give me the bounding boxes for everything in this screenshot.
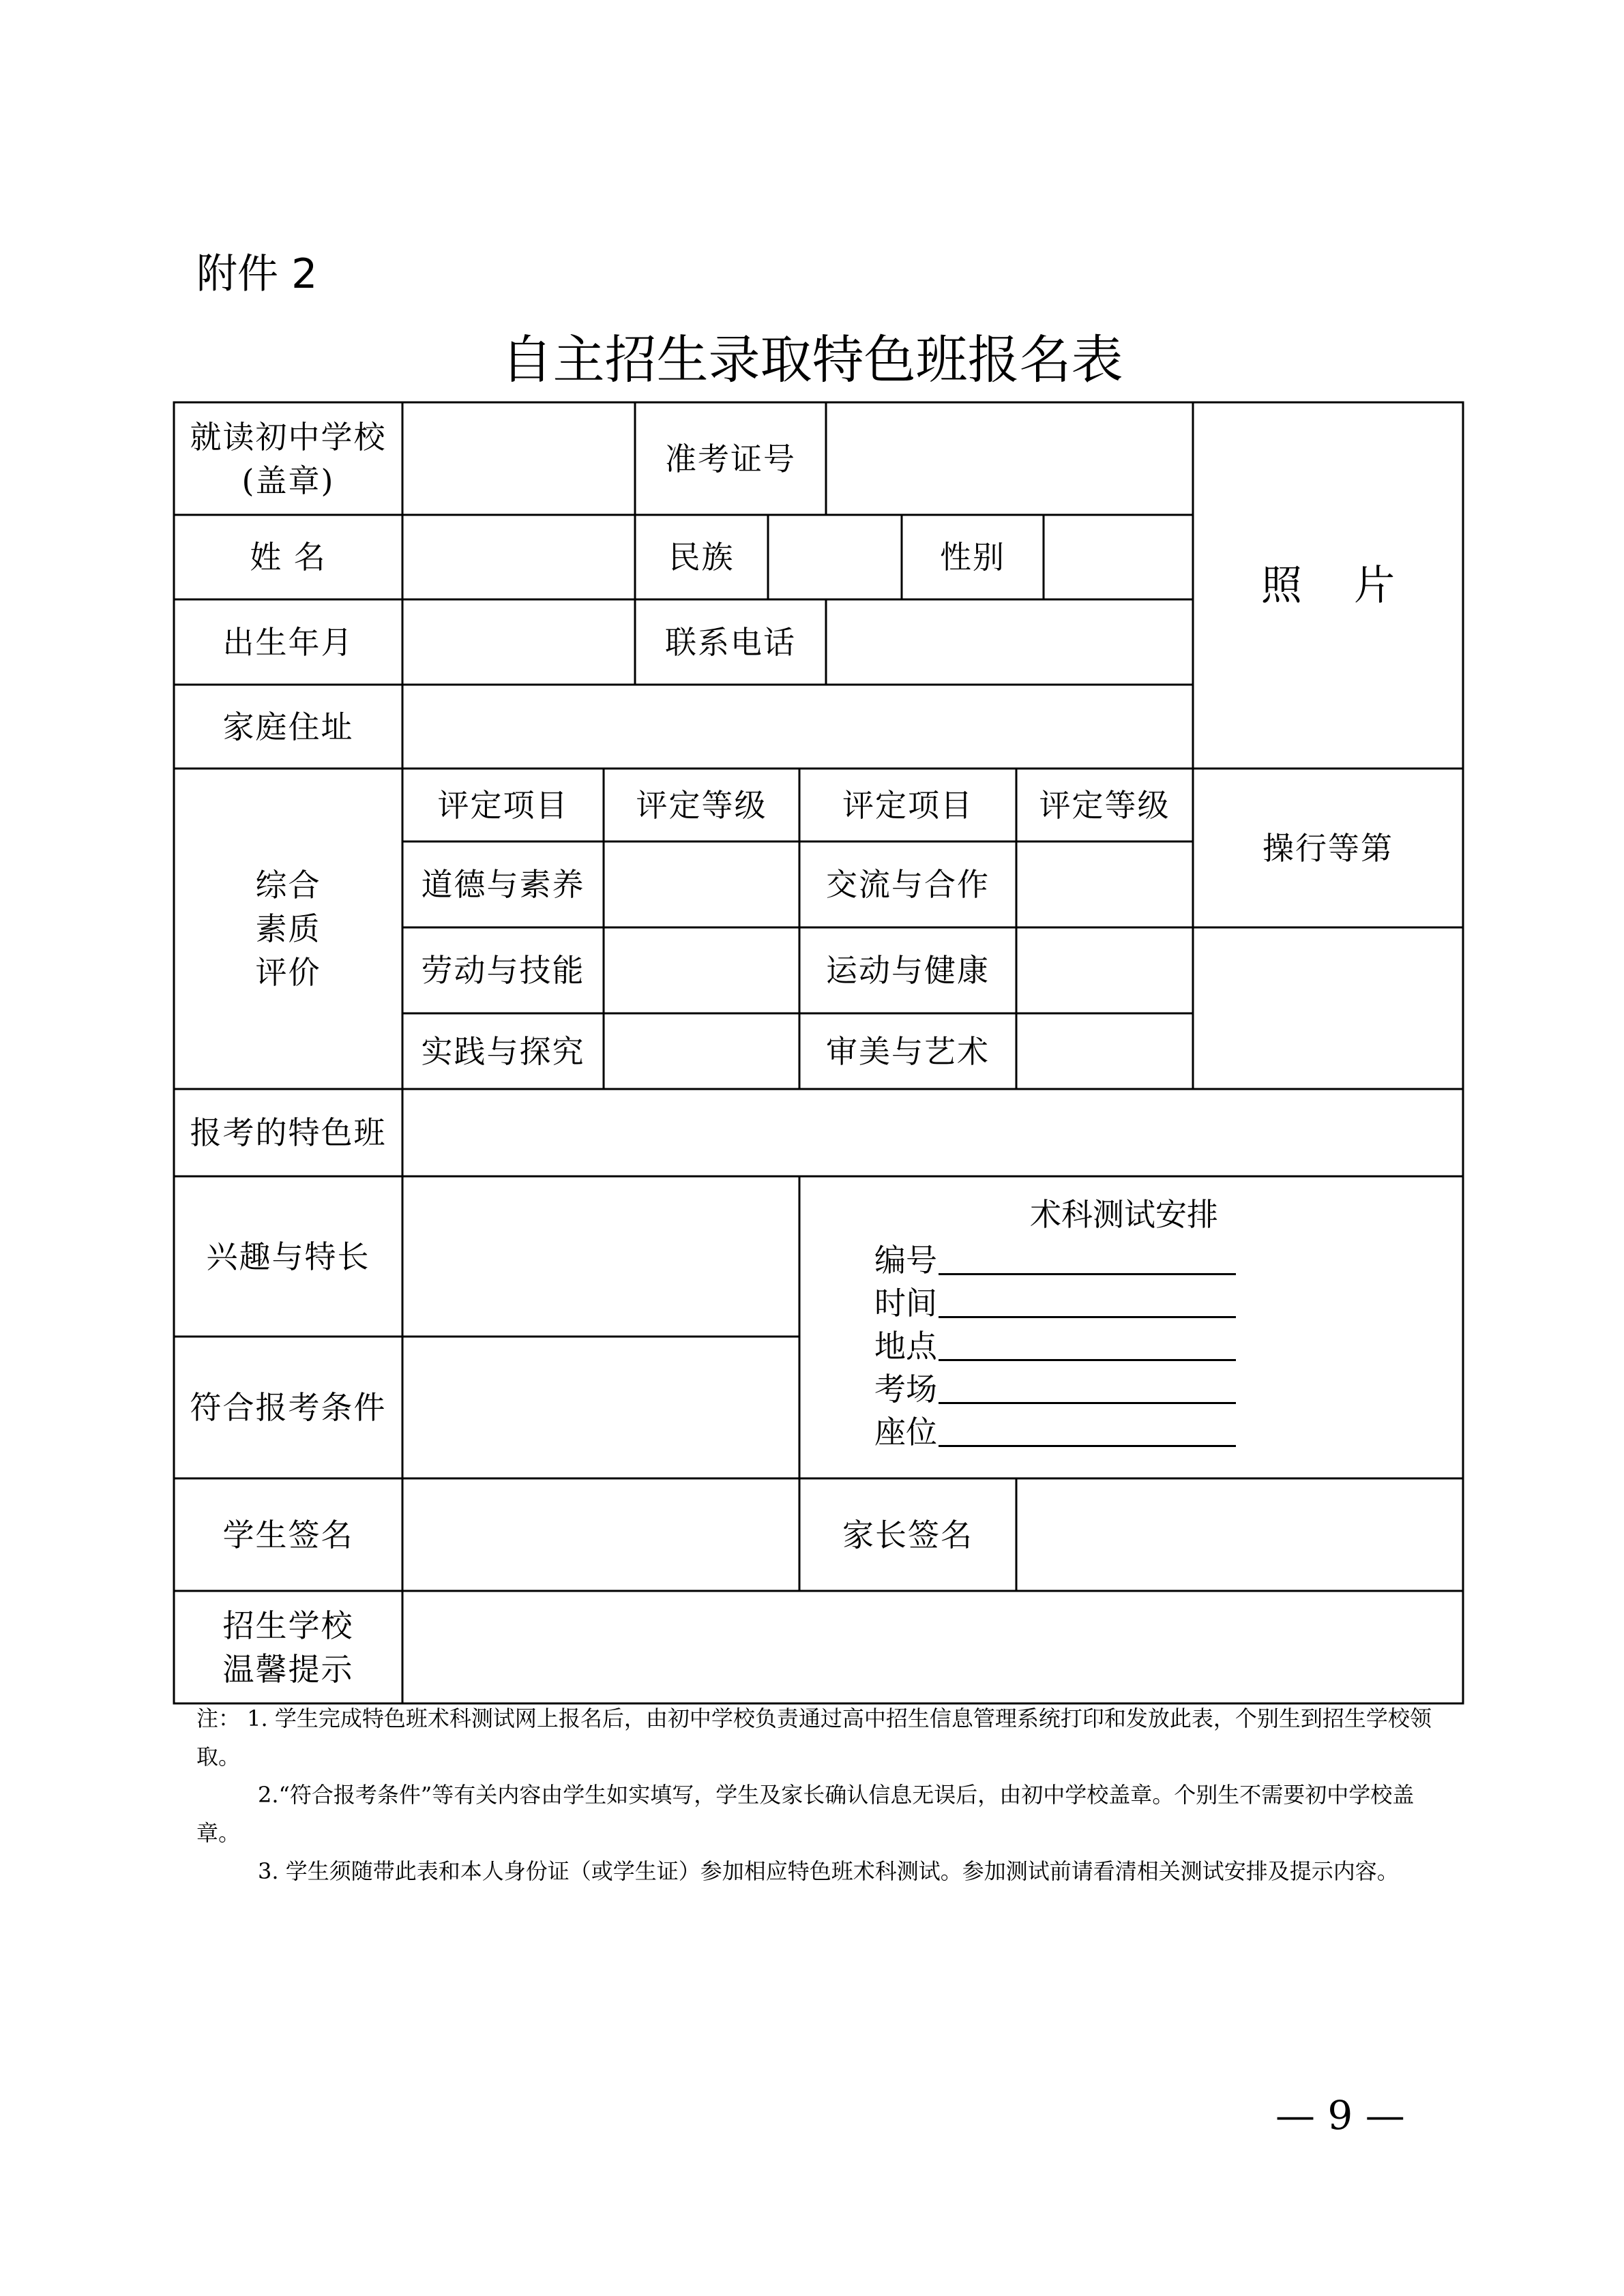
eval-item-practice: 实践与探究 [421,1032,585,1070]
qualifications-field[interactable] [402,1337,799,1478]
arrangement-number-line[interactable] [939,1273,1236,1275]
address-label: 家庭住址 [222,708,354,745]
exam-no-label: 准考证号 [665,440,796,477]
birth-label: 出生年月 [222,623,354,661]
interests-field[interactable] [402,1176,799,1337]
eval-item-labor: 劳动与技能 [421,952,585,989]
exam-no-field[interactable] [826,402,1193,515]
arrangement-room-label: 考场 [874,1371,937,1407]
note-2: 2.“符合报考条件”等有关内容由学生如实填写，学生及家长确认信息无误后，由初中学校盖章。个别生不需要初中学校盖章。 [196,1782,1415,1846]
arrangement-place [874,1326,1236,1367]
eval-level-arts[interactable] [1016,1013,1193,1089]
note-1: 注： 1. 学生完成特色班术科测试网上报名后，由初中学校负责通过高中招生信息管理系统打印和发放此表，个别生到招生学校领取。 [196,1705,1432,1770]
eval-level-sports[interactable] [1016,927,1193,1013]
reminder-label-line2: 温馨提示 [222,1650,354,1688]
evaluation-label-line2: 素质 [255,910,321,947]
eval-item-header-right: 评定项目 [842,786,973,824]
arrangement-seat-label: 座位 [874,1414,937,1450]
phone-label: 联系电话 [665,623,796,661]
form-title: 自主招生录取特色班报名表 [501,329,1123,390]
name-label: 姓 名 [250,539,327,576]
ethnicity-field[interactable] [768,515,902,599]
arrangement-room [874,1369,1236,1410]
address-field[interactable] [402,685,1193,769]
eval-level-labor[interactable] [604,927,799,1013]
arrangement-time-label: 时间 [874,1285,937,1322]
arrangement-title: 术科测试安排 [1030,1196,1218,1233]
reminder-field[interactable] [402,1591,1463,1703]
special-class-label: 报考的特色班 [190,1114,387,1151]
birth-field[interactable] [402,599,635,685]
photo-box[interactable]: 照 片 [1260,561,1396,610]
eval-level-communication[interactable] [1016,841,1193,927]
parent-sign-field[interactable] [1016,1478,1463,1591]
interests-label: 兴趣与特长 [206,1238,370,1275]
evaluation-label-line1: 综合 [255,867,321,904]
eval-item-sports: 运动与健康 [826,952,990,989]
qualifications-label: 符合报考条件 [190,1389,387,1426]
notes [196,1699,1445,1890]
ethnicity-label: 民族 [668,539,735,576]
eval-item-header-left: 评定项目 [437,786,569,824]
evaluation-label [174,769,402,1089]
school-label-line2: (盖章) [241,462,335,499]
school-label [174,402,402,515]
gender-label: 性别 [940,539,1005,576]
arrangement-number-label: 编号 [874,1242,937,1279]
student-sign-label: 学生签名 [222,1516,354,1553]
note-3: 3. 学生须随带此表和本人身份证（或学生证）参加相应特色班术科测试。参加测试前请看清相关测试安排及提示内容。 [258,1858,1399,1884]
arrangement-time-line[interactable] [939,1316,1236,1318]
arrangement-place-line[interactable] [939,1359,1236,1361]
conduct-field[interactable] [1193,927,1463,1089]
eval-level-header-left: 评定等级 [636,786,767,824]
evaluation-label-line3: 评价 [255,954,321,991]
gender-field[interactable] [1044,515,1193,599]
eval-level-header-right: 评定等级 [1039,786,1170,824]
parent-sign-label: 家长签名 [842,1516,973,1553]
arrangement-seat [874,1412,1236,1452]
page-number: — 9 — [1275,2092,1405,2138]
eval-item-communication: 交流与合作 [826,866,990,903]
phone-field[interactable] [826,599,1193,685]
reminder-label-line1: 招生学校 [222,1607,354,1644]
eval-level-practice[interactable] [604,1013,799,1089]
arrangement-number [874,1240,1236,1281]
conduct-label: 操行等第 [1263,829,1393,867]
arrangement-place-label: 地点 [874,1328,937,1365]
eval-item-arts: 审美与艺术 [826,1032,990,1070]
arrangement-seat-line[interactable] [939,1445,1236,1447]
school-label-line1: 就读初中学校 [190,418,387,456]
arrangement-time [874,1283,1236,1324]
eval-level-morality[interactable] [604,841,799,927]
school-field[interactable] [402,402,635,515]
attachment-label: 附件 2 [196,250,318,298]
special-class-field[interactable] [402,1089,1463,1176]
eval-item-morality: 道德与素养 [421,866,585,903]
arrangement-room-line[interactable] [939,1402,1236,1404]
name-field[interactable] [402,515,635,599]
reminder-label [174,1591,402,1703]
student-sign-field[interactable] [402,1478,799,1591]
